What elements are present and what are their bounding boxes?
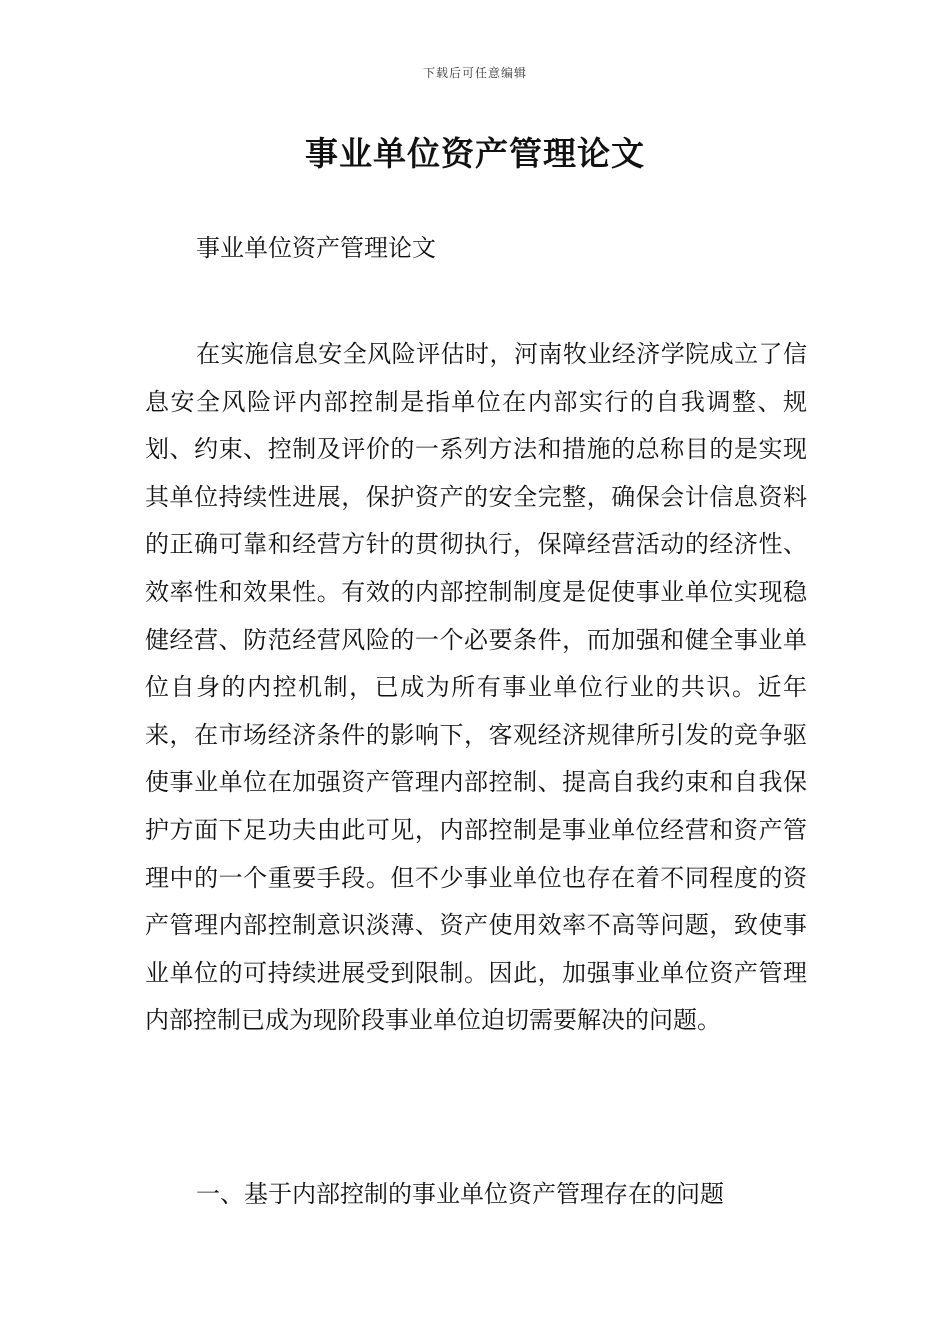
body-paragraph: 在实施信息安全风险评估时，河南牧业经济学院成立了信息安全风险评内部控制是指单位在内部实行的自我调整、规划、约束、控制及评价的一系列方法和措施的总称目的是实现其单位持续性进展，保护资产的安全完整，确保会计信息资料的正确可靠和经营方针的贯彻执行，保障经营活动的经济性、效率性和效果性。有效的内部控制制度是促使事业单位实现稳健经营、防范经营风险的一个必要条件，而加强和健全事业单位自身的内控机制，已成为所有事业单位行业的共识。近年来，在市场经济条件的影响下，客观经济规律所引发的竞争驱使事业单位在加强资产管理内部控制、提高自我约束和自我保护方面下足功夫由此可见，内部控制是事业单位经营和资产管理中的一个重要手段。但不少事业单位也存在着不同程度的资产管理内部控制意识淡薄、资产使用效率不高等问题，致使事业单位的可持续进展受到限制。因此，加强事业单位资产管理内部控制已成为现阶段事业单位迫切需要解决的问题。 bbox=[145, 340, 807, 1035]
section-heading: 一、基于内部控制的事业单位资产管理存在的问题 bbox=[196, 1180, 724, 1208]
header-note: 下载后可任意编辑 bbox=[422, 66, 527, 80]
document-subtitle: 事业单位资产管理论文 bbox=[196, 234, 436, 262]
document-title: 事业单位资产管理论文 bbox=[305, 134, 645, 173]
